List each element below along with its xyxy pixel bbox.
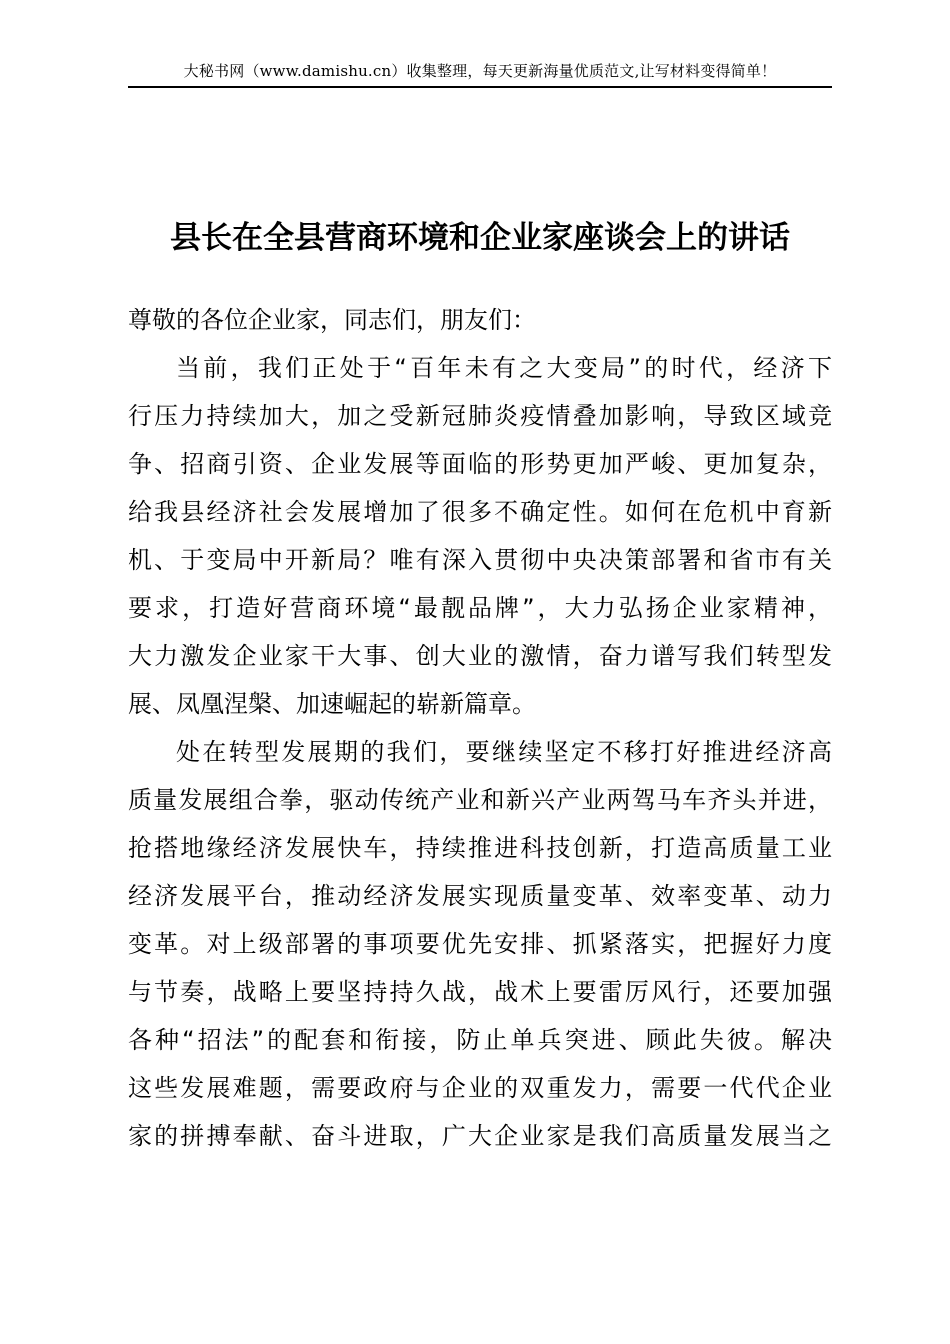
paragraph-1 — [128, 344, 832, 728]
document-body — [128, 296, 832, 1160]
paragraph-line: 与节奏，战略上要坚持持久战，战术上要雷厉风行，还要加强 — [128, 978, 832, 1006]
paragraph-line: 各种“招法”的配套和衔接，防止单兵突进、顾此失彼。解决 — [128, 1026, 832, 1054]
paragraph-2 — [128, 728, 832, 1160]
header-text: 大秘书网（www.damishu.cn）收集整理，每天更新海量优质范文,让写材料变得简单！ — [183, 62, 777, 80]
paragraph-line: 给我县经济社会发展增加了很多不确定性。如何在危机中育新 — [128, 498, 832, 526]
paragraph-line: 经济发展平台，推动经济发展实现质量变革、效率变革、动力 — [128, 882, 832, 910]
page-header — [128, 60, 832, 88]
paragraph-line: 质量发展组合拳，驱动传统产业和新兴产业两驾马车齐头并进， — [128, 786, 832, 814]
paragraph-line: 展、凤凰涅槃、加速崛起的崭新篇章。 — [128, 690, 536, 718]
paragraph-line: 争、招商引资、企业发展等面临的形势更加严峻、更加复杂， — [128, 450, 832, 478]
paragraph-line: 机、于变局中开新局？唯有深入贯彻中央决策部署和省市有关 — [128, 546, 832, 574]
paragraph-line: 大力激发企业家干大事、创大业的激情，奋力谱写我们转型发 — [128, 642, 832, 670]
paragraph-line: 抢搭地缘经济发展快车，持续推进科技创新，打造高质量工业 — [128, 834, 832, 862]
greeting-line: 尊敬的各位企业家，同志们，朋友们： — [128, 306, 536, 334]
paragraph-line: 家的拼搏奉献、奋斗进取，广大企业家是我们高质量发展当之 — [128, 1122, 832, 1150]
paragraph-line: 要求，打造好营商环境“最靓品牌”，大力弘扬企业家精神， — [128, 594, 832, 622]
paragraph-line: 当前，我们正处于“百年未有之大变局”的时代，经济下 — [176, 354, 832, 382]
paragraph-line: 行压力持续加大，加之受新冠肺炎疫情叠加影响，导致区域竞 — [128, 402, 832, 430]
document-title: 县长在全县营商环境和企业家座谈会上的讲话 — [170, 220, 790, 256]
paragraph-line: 这些发展难题，需要政府与企业的双重发力，需要一代代企业 — [128, 1074, 832, 1102]
paragraph-line: 变革。对上级部署的事项要优先安排、抓紧落实，把握好力度 — [128, 930, 832, 958]
paragraph-line: 处在转型发展期的我们，要继续坚定不移打好推进经济高 — [176, 738, 832, 766]
